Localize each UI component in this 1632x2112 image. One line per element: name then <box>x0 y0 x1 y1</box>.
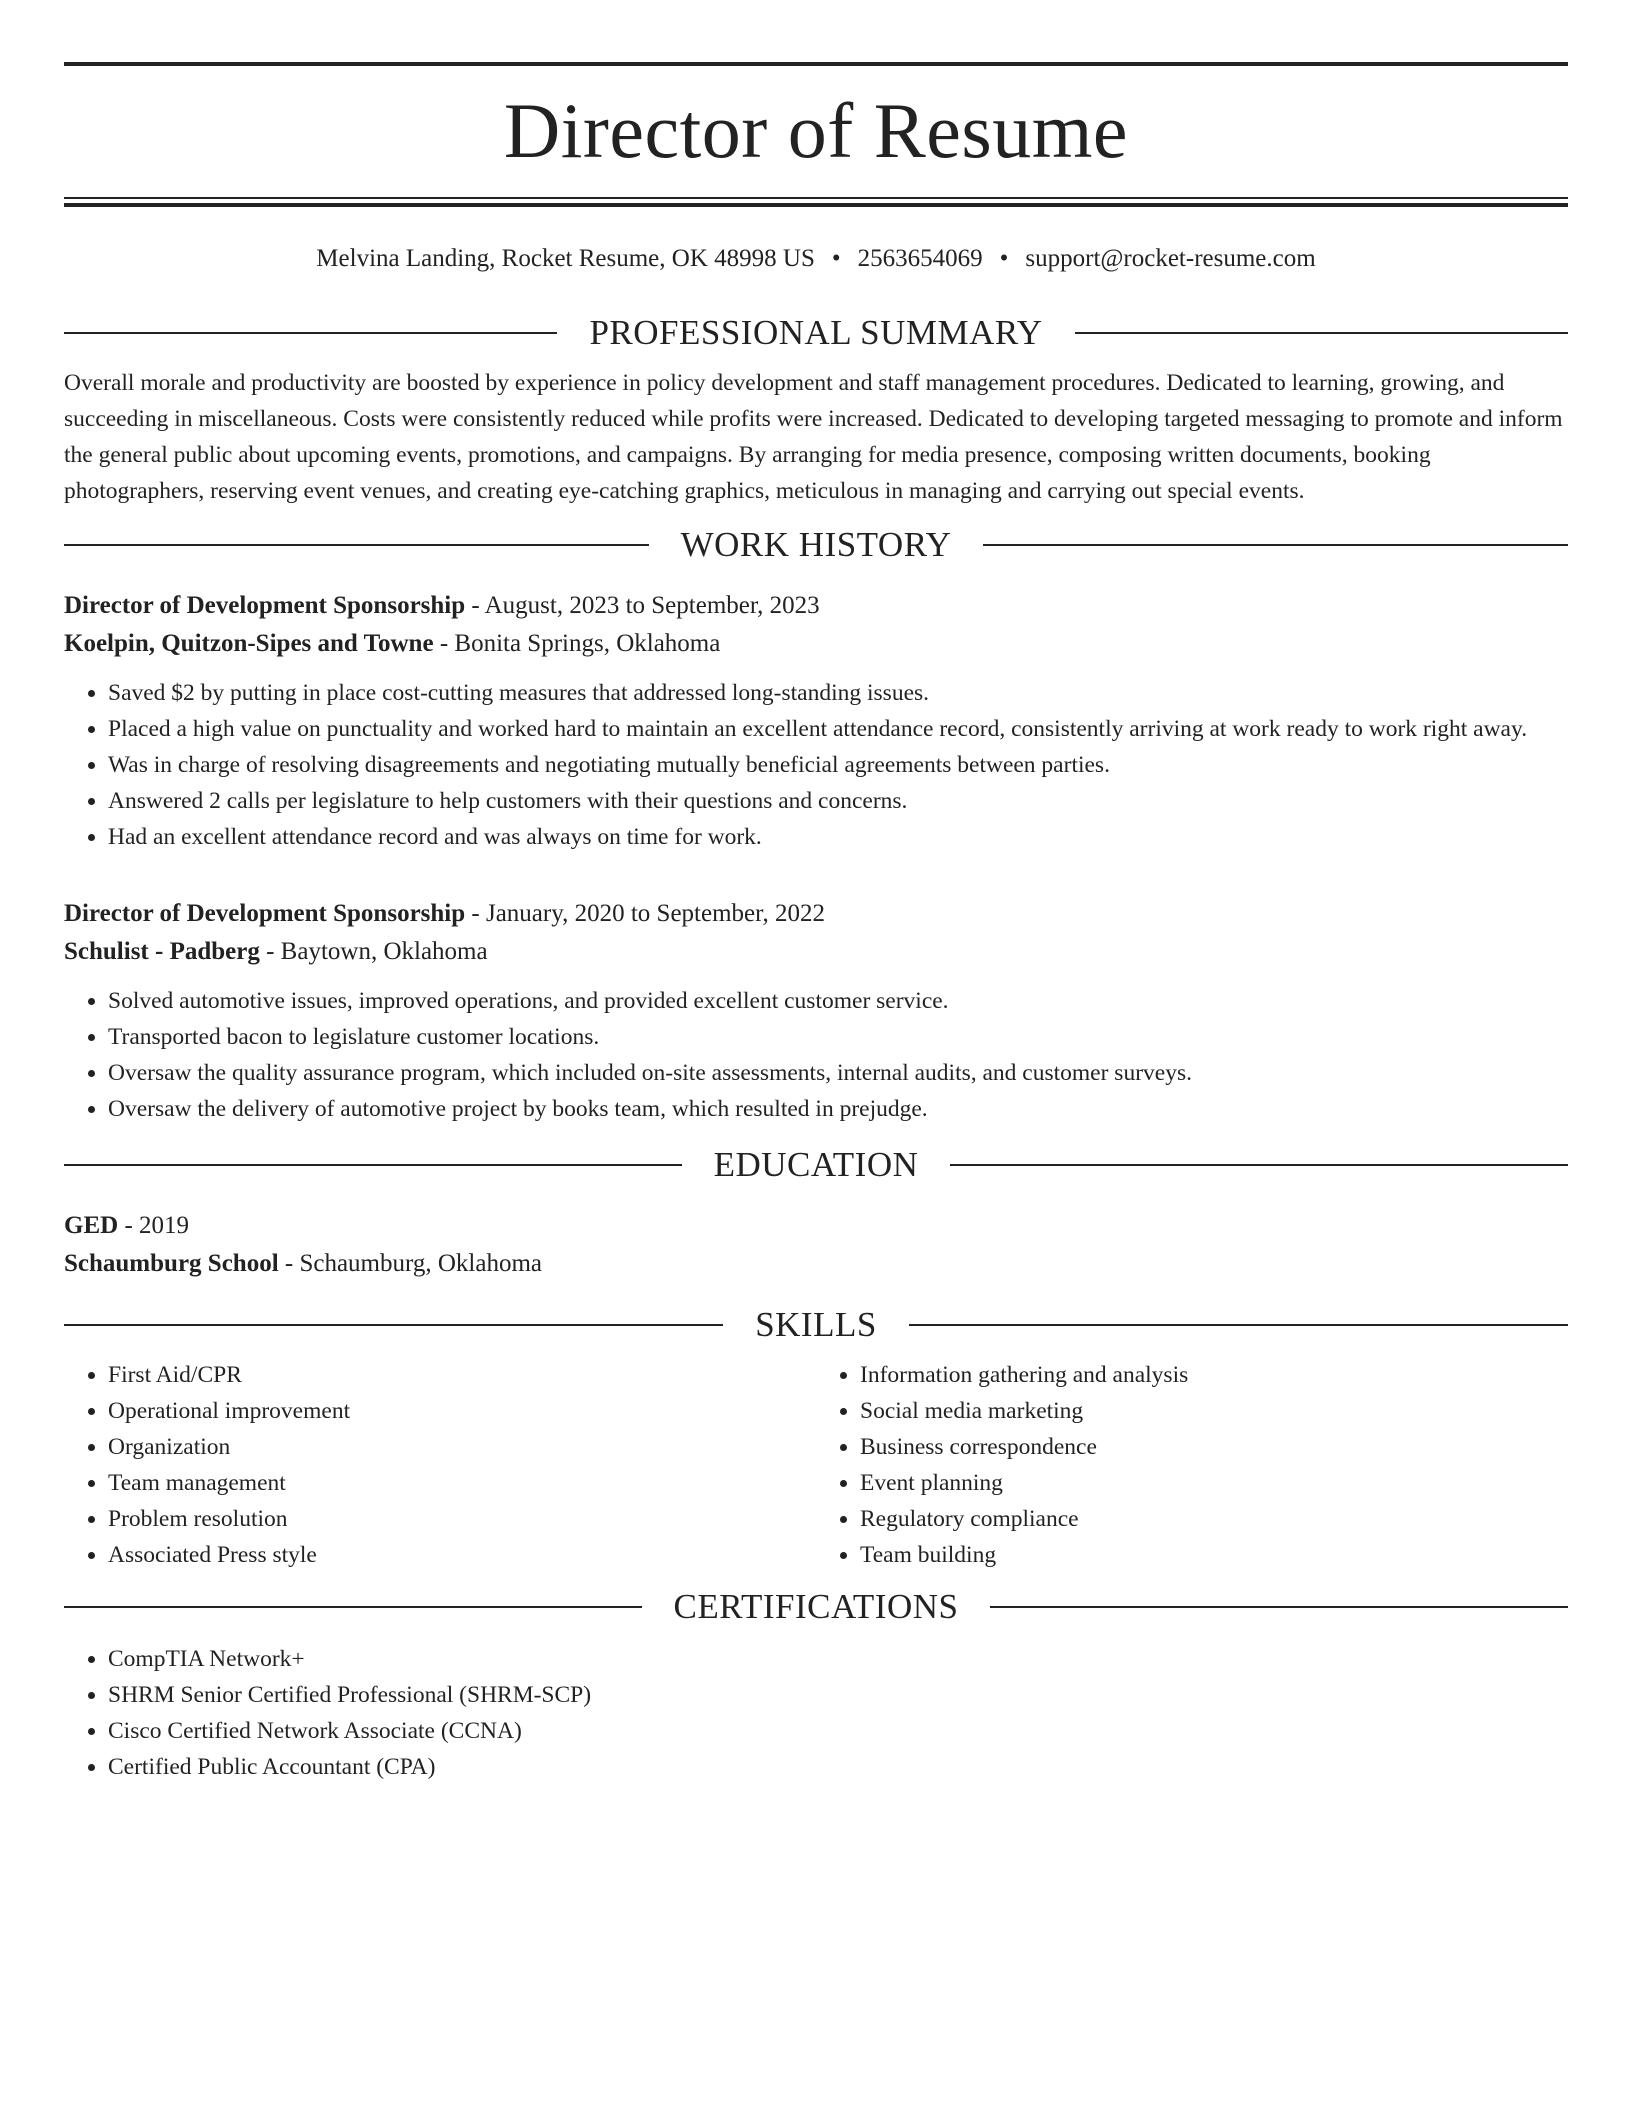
education-school: Schaumburg School <box>64 1250 279 1277</box>
job-company: Koelpin, Quitzon-Sipes and Towne <box>64 630 434 657</box>
list-item: • Certified Public Accountant (CPA) <box>108 1749 1568 1785</box>
job-dates: - January, 2020 to September, 2022 <box>465 900 825 927</box>
education-location: - Schaumburg, Oklahoma <box>278 1250 543 1277</box>
education-heading-text: EDUCATION <box>713 1145 919 1184</box>
contact-separator: • <box>999 245 1009 272</box>
list-item: • CompTIA Network+ <box>108 1641 1568 1677</box>
list-item: • Solved automotive issues, improved operations, and provided excellent customer service. <box>108 983 1568 1019</box>
job-company: Schulist - Padberg <box>64 938 260 965</box>
job-bullets <box>64 675 1568 855</box>
education-degree-line <box>64 1207 1568 1245</box>
list-item: • SHRM Senior Certified Professional (SHRM-SCP) <box>108 1677 1568 1713</box>
job-location: - Baytown, Oklahoma <box>259 938 488 965</box>
list-item: • Regulatory compliance <box>860 1501 1568 1537</box>
work-history-heading <box>64 523 1568 567</box>
summary-text: Overall morale and productivity are boosted by experience in policy development and staff management procedures. Dedicated to learning, growing, and succeeding in miscellaneous. Costs were consistently reduced while profits were increased. Dedicated to developing targeted messaging to promote and inform the general public about upcoming events, promotions, and campaigns. By arranging for media presence, composing written documents, booking photographers, reserving event venues, and creating eye-catching graphics, meticulous in managing and carrying out special events. <box>64 370 1563 504</box>
job-company-line <box>64 933 1568 971</box>
summary-heading <box>64 311 1568 355</box>
work-history-heading-text: WORK HISTORY <box>680 525 952 564</box>
contact-separator: • <box>831 245 841 272</box>
certifications-heading-text: CERTIFICATIONS <box>673 1587 959 1626</box>
list-item: • Associated Press style <box>108 1537 816 1573</box>
job-bullets <box>64 983 1568 1127</box>
skills-heading-text: SKILLS <box>755 1305 877 1344</box>
list-item: • Problem resolution <box>108 1501 816 1537</box>
list-item: • Business correspondence <box>860 1429 1568 1465</box>
certifications-section <box>64 1585 1568 1785</box>
resume-page <box>64 0 1568 1785</box>
education-degree: GED <box>64 1212 119 1239</box>
list-item: • Saved $2 by putting in place cost-cutting measures that addressed long-standing issues. <box>108 675 1568 711</box>
section-spacer <box>64 1127 1568 1143</box>
job-company-line <box>64 625 1568 663</box>
list-item: • Placed a high value on punctuality and worked hard to maintain an excellent attendance record, consistently arriving at work ready to work right away. <box>108 711 1568 747</box>
summary-heading-text: PROFESSIONAL SUMMARY <box>589 313 1043 352</box>
education-section <box>64 1143 1568 1283</box>
list-item: • Team management <box>108 1465 816 1501</box>
list-item: • Information gathering and analysis <box>860 1357 1568 1393</box>
skills-heading <box>64 1303 1568 1347</box>
contact-email: support@rocket-resume.com <box>1025 245 1316 272</box>
job-position: Director of Development Sponsorship <box>64 900 466 927</box>
education-school-line <box>64 1245 1568 1283</box>
summary-section <box>64 311 1568 509</box>
candidate-name: Director of Resume <box>503 87 1129 174</box>
list-item: • Answered 2 calls per legislature to help customers with their questions and concerns. <box>108 783 1568 819</box>
list-item: • Organization <box>108 1429 816 1465</box>
job-dates: - August, 2023 to September, 2023 <box>465 592 820 619</box>
job-entry <box>64 895 1568 1127</box>
job-title-line <box>64 587 1568 625</box>
education-heading <box>64 1143 1568 1187</box>
certifications-list <box>64 1641 1568 1785</box>
header-double-rule <box>64 197 1568 207</box>
job-location: - Bonita Springs, Oklahoma <box>433 630 721 657</box>
skills-columns <box>64 1357 1568 1573</box>
contact-line <box>64 207 1568 277</box>
list-item: • Oversaw the delivery of automotive project by books team, which resulted in prejudge. <box>108 1091 1568 1127</box>
skills-left-column <box>64 1357 816 1573</box>
list-item: • Cisco Certified Network Associate (CCNA) <box>108 1713 1568 1749</box>
list-item: • Was in charge of resolving disagreements and negotiating mutually beneficial agreements between parties. <box>108 747 1568 783</box>
skills-right-column <box>816 1357 1568 1573</box>
education-entry <box>64 1207 1568 1283</box>
contact-address: Melvina Landing, Rocket Resume, OK 48998 US <box>316 245 815 272</box>
job-position: Director of Development Sponsorship <box>64 592 466 619</box>
job-entry <box>64 587 1568 855</box>
contact-phone: 2563654069 <box>857 245 983 272</box>
skills-section <box>64 1303 1568 1573</box>
list-item: • Transported bacon to legislature customer locations. <box>108 1019 1568 1055</box>
list-item: • Operational improvement <box>108 1393 816 1429</box>
list-item: • Event planning <box>860 1465 1568 1501</box>
list-item: • Had an excellent attendance record and was always on time for work. <box>108 819 1568 855</box>
list-item: • Oversaw the quality assurance program, which included on-site assessments, internal audits, and customer surveys. <box>108 1055 1568 1091</box>
list-item: • Social media marketing <box>860 1393 1568 1429</box>
list-item: • First Aid/CPR <box>108 1357 816 1393</box>
job-title-line <box>64 895 1568 933</box>
certifications-heading <box>64 1585 1568 1629</box>
list-item: • Team building <box>860 1537 1568 1573</box>
education-year: - 2019 <box>118 1212 190 1239</box>
work-history-section <box>64 523 1568 1143</box>
